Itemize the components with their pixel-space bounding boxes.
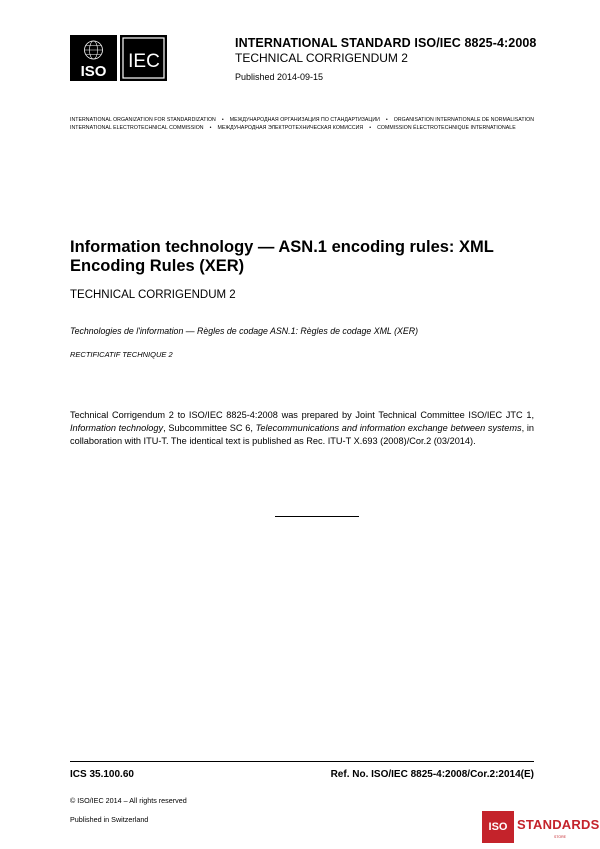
publication-date: Published 2014-09-15	[235, 72, 324, 82]
french-corrigendum: RECTIFICATIF TECHNIQUE 2	[70, 350, 173, 359]
header-corrigendum: TECHNICAL CORRIGENDUM 2	[235, 51, 408, 65]
iec-logo	[120, 35, 167, 81]
iec-logo-text: IEC	[128, 51, 160, 72]
paragraph-text: , in collaboration with ITU-T. The identical text is published as Rec. ITU-T X.693 (2008)/Cor.2 (03/2014).	[70, 423, 534, 446]
ics-code: ICS 35.100.60	[70, 769, 134, 780]
document-title: Information technology — ASN.1 encoding rules: XML Encoding Rules (XER)	[70, 238, 494, 275]
footer-rule	[70, 761, 534, 762]
org-separator: •	[221, 117, 224, 123]
paragraph-italic: Telecommunications and information exchange between systems	[255, 423, 522, 433]
reference-number: Ref. No. ISO/IEC 8825-4:2008/Cor.2:2014(E)	[330, 769, 534, 780]
org-separator: •	[385, 117, 388, 123]
store-text: STANDARDS	[517, 817, 600, 832]
org-separator: •	[369, 125, 372, 131]
section-divider	[275, 516, 359, 517]
paragraph-text: , Subcommittee SC 6,	[163, 423, 256, 433]
store-iso-box: ISO	[482, 811, 514, 843]
org-iec-ru: МЕЖДУНАРОДНАЯ ЭЛЕКТРОТЕХНИЧЕСКАЯ КОМИССИЯ	[217, 125, 364, 131]
org-iec-fr: COMMISSION ÉLECTROTECHNIQUE INTERNATIONALE	[377, 125, 516, 131]
standard-title: INTERNATIONAL STANDARD ISO/IEC 8825-4:2008	[235, 36, 537, 50]
organization-line-1	[70, 117, 534, 123]
iso-logo	[70, 35, 117, 81]
published-location: Published in Switzerland	[70, 815, 149, 824]
org-separator: •	[209, 125, 212, 131]
corrigendum-title: TECHNICAL CORRIGENDUM 2	[70, 289, 236, 301]
org-iso-fr: ORGANISATION INTERNATIONALE DE NORMALISATION	[393, 117, 535, 123]
iso-logo-text: ISO	[80, 63, 107, 80]
org-iec-en: INTERNATIONAL ELECTROTECHNICAL COMMISSION	[70, 125, 204, 131]
paragraph-italic: Information technology	[70, 423, 164, 433]
org-iso-en: INTERNATIONAL ORGANIZATION FOR STANDARDIZATION	[70, 117, 216, 123]
french-title: Technologies de l'information — Règles de codage ASN.1: Règles de codage XML (XER)	[70, 326, 419, 336]
copyright-notice: © ISO/IEC 2014 – All rights reserved	[70, 796, 187, 805]
paragraph-text: Technical Corrigendum 2 to ISO/IEC 8825-4:2008 was prepared by Joint Technical Committee ISO/IEC JTC 1,	[70, 410, 534, 420]
foreword-paragraph	[70, 409, 534, 448]
store-subtext: STORE	[554, 835, 566, 839]
organization-line-2	[70, 125, 516, 131]
iso-standards-store-logo	[482, 811, 600, 849]
org-iso-ru: МЕЖДУНАРОДНАЯ ОРГАНИЗАЦИЯ ПО СТАНДАРТИЗАЦИИ	[229, 117, 380, 123]
